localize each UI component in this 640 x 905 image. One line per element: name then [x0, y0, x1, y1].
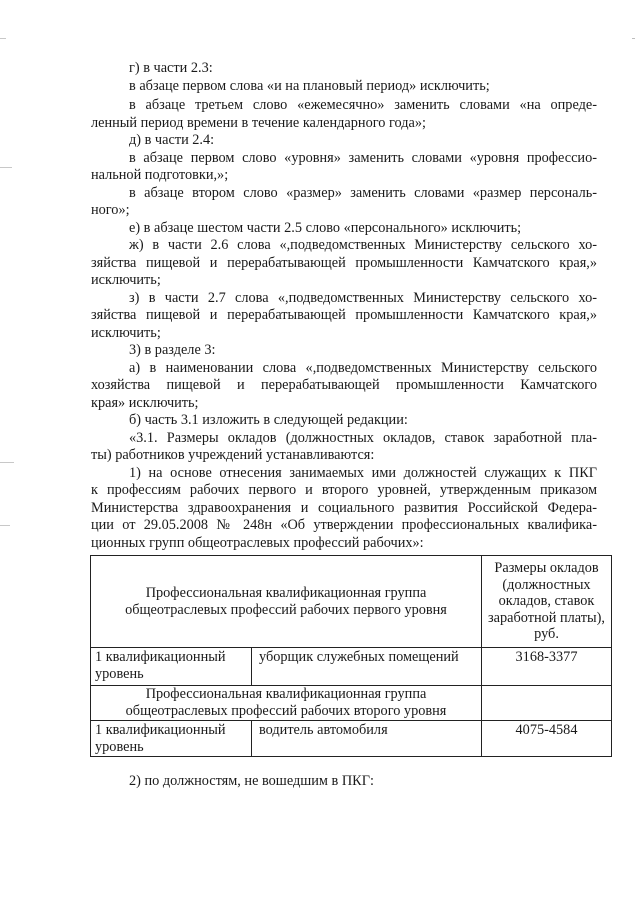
- table-row: [91, 556, 612, 648]
- group2-header-cell: Профессиональная квалификационная группа общеотраслевых профессий рабочих второго уровня: [91, 686, 482, 721]
- text-line: в абзаце втором слово «размер» заменить словами «размер персональ-: [129, 185, 597, 201]
- scan-mark: [0, 462, 14, 463]
- position-cell: уборщик служебных помещений: [252, 648, 482, 686]
- text-line: ции от 29.05.2008 № 248н «Об утверждении профессиональных квалифика-: [91, 517, 597, 533]
- text-line: зяйства пищевой и перерабатывающей промышленности Камчатского края,»: [91, 307, 597, 323]
- text-line: з) в части 2.7 слова «,подведомственных Министерству сельского хо-: [129, 290, 597, 306]
- text-line: в абзаце третьем слово «ежемесячно» заменить словами «на опреде-: [129, 97, 597, 113]
- text-line: ты) работников учреждений устанавливаются:: [91, 447, 375, 463]
- salary-cell: 3168-3377: [482, 648, 612, 686]
- salary-cell: 4075-4584: [482, 721, 612, 757]
- table-row: [91, 686, 612, 721]
- scan-mark: [0, 525, 10, 526]
- level-cell: 1 квалификационный уровень: [91, 721, 252, 757]
- text-line: д) в части 2.4:: [129, 132, 215, 148]
- scan-mark: [0, 38, 6, 39]
- text-line: в абзаце первом слово «уровня» заменить словами «уровня профессио-: [129, 150, 597, 166]
- text-line: е) в абзаце шестом части 2.5 слово «персонального» исключить;: [129, 220, 522, 236]
- scan-mark: [0, 167, 12, 168]
- text-line: 1) на основе отнесения занимаемых ими должностей служащих к ПКГ: [129, 465, 597, 481]
- text-line: в абзаце первом слова «и на плановый период» исключить;: [129, 78, 490, 94]
- text-line: «3.1. Размеры окладов (должностных окладов, ставок заработной пла-: [129, 430, 597, 446]
- salary-table: [90, 555, 612, 757]
- scan-mark: [632, 38, 635, 39]
- table-row: [91, 721, 612, 757]
- text-line: зяйства пищевой и перерабатывающей промышленности Камчатского края,»: [91, 255, 597, 271]
- text-line: г) в части 2.3:: [129, 60, 213, 76]
- text-line: нальной подготовки,»;: [91, 167, 229, 183]
- text-line: исключить;: [91, 325, 161, 341]
- text-line: ного»;: [91, 202, 130, 218]
- text-line: хозяйства пищевой и перерабатывающей промышленности Камчатского: [91, 377, 597, 393]
- text-line: а) в наименовании слова «,подведомственных Министерству сельского: [129, 360, 597, 376]
- salary-header-cell: Размеры окладов (должностных окладов, ставок заработной платы), руб.: [482, 556, 612, 648]
- empty-cell: [482, 686, 612, 721]
- text-line: ж) в части 2.6 слова «,подведомственных Министерству сельского хо-: [129, 237, 597, 253]
- position-cell: водитель автомобиля: [252, 721, 482, 757]
- group1-header-cell: Профессиональная квалификационная группа общеотраслевых профессий рабочих первого уровня: [91, 556, 482, 648]
- text-line: Министерства здравоохранения и социального развития Российской Федера-: [91, 500, 597, 516]
- text-line: 2) по должностям, не вошедшим в ПКГ:: [129, 773, 374, 789]
- text-line: б) часть 3.1 изложить в следующей редакции:: [129, 412, 408, 428]
- text-line: ционных групп общеотраслевых профессий рабочих»:: [91, 535, 424, 551]
- table-row: [91, 648, 612, 686]
- text-line: ленный период времени в течение календарного года»;: [91, 115, 426, 131]
- text-line: 3) в разделе 3:: [129, 342, 216, 358]
- text-line: к профессиям рабочих первого и второго уровней, утвержденным приказом: [91, 482, 597, 498]
- text-line: края» исключить;: [91, 395, 199, 411]
- level-cell: 1 квалификационный уровень: [91, 648, 252, 686]
- text-line: исключить;: [91, 272, 161, 288]
